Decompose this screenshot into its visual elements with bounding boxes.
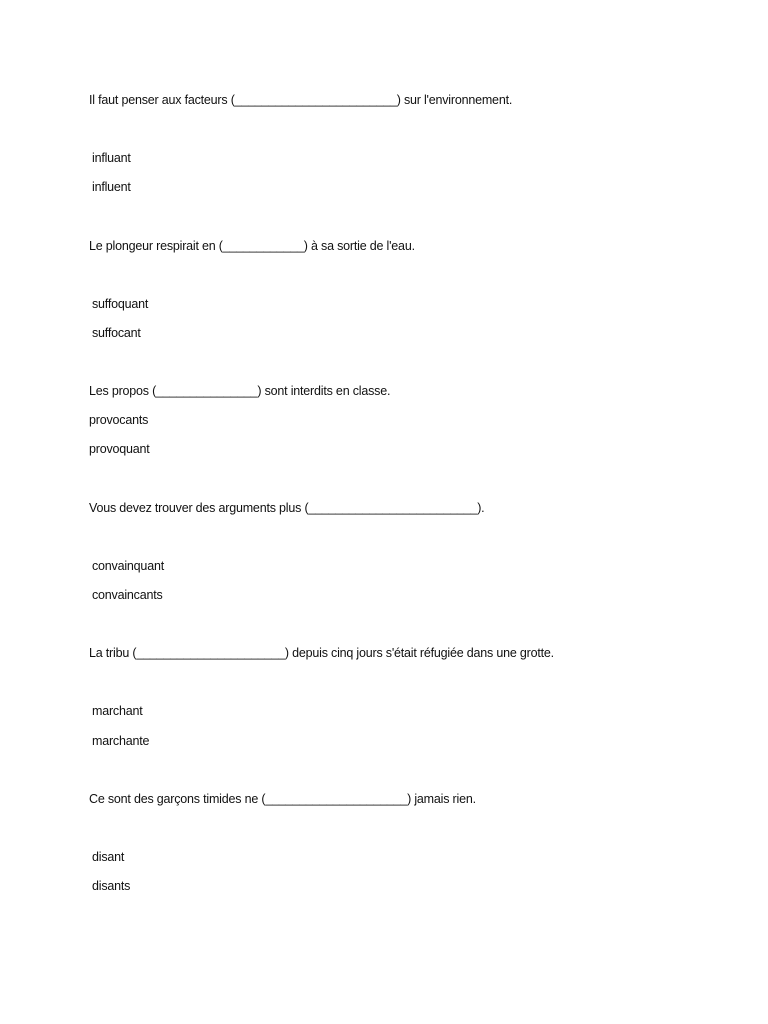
question-2-option-1[interactable]: suffoquant: [92, 297, 149, 311]
question-6-option-2[interactable]: disants: [92, 879, 131, 893]
question-2-option-2[interactable]: suffocant: [92, 326, 141, 340]
question-5-option-1[interactable]: marchant: [92, 704, 143, 718]
question-3-option-2[interactable]: provoquant: [89, 442, 150, 456]
question-5-sentence: La tribu (______________________) depuis cinq jours s'était réfugiée dans une grotte.: [89, 646, 554, 660]
question-5-option-2[interactable]: marchante: [92, 734, 150, 748]
question-1-option-2[interactable]: influent: [92, 180, 131, 194]
question-6-sentence: Ce sont des garçons timides ne (_____________________) jamais rien.: [89, 792, 476, 806]
question-2-sentence: Le plongeur respirait en (____________) à sa sortie de l'eau.: [89, 239, 415, 253]
question-3-option-1[interactable]: provocants: [89, 413, 149, 427]
question-4-option-2[interactable]: convaincants: [92, 588, 163, 602]
question-4-option-1[interactable]: convainquant: [92, 559, 164, 573]
question-1-option-1[interactable]: influant: [92, 151, 131, 165]
question-4-sentence: Vous devez trouver des arguments plus (_________________________).: [89, 501, 485, 515]
question-6-option-1[interactable]: disant: [92, 850, 125, 864]
question-1-sentence: Il faut penser aux facteurs (________________________) sur l'environnement.: [89, 93, 513, 107]
question-3-sentence: Les propos (_______________) sont interdits en classe.: [89, 384, 391, 398]
